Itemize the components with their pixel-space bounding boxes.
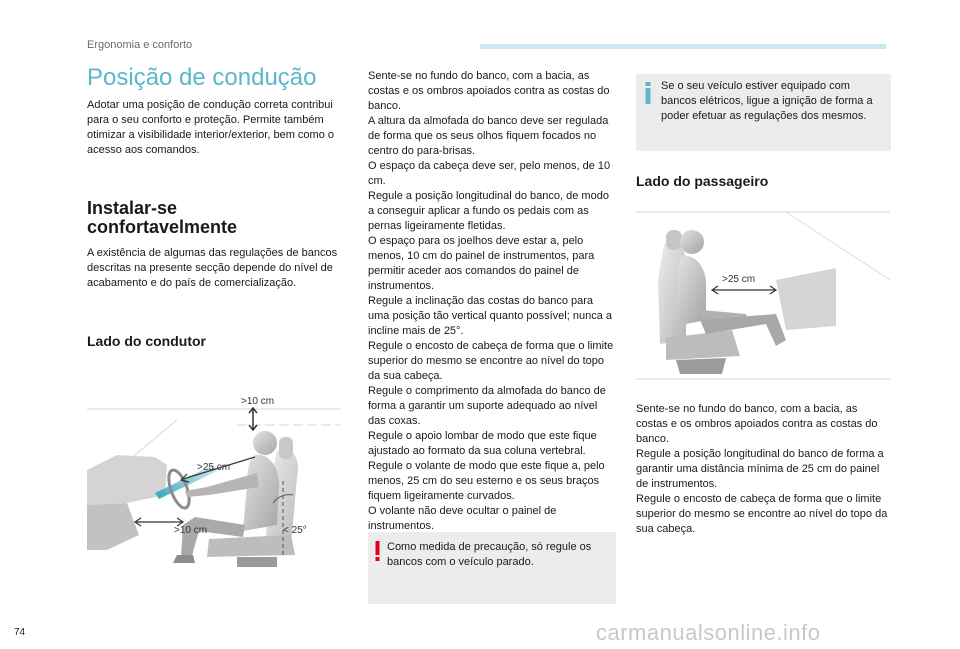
driver-instruction: Regule o apoio lombar de modo que este fique ajustado ao formato da sua coluna vertebral. (368, 430, 597, 457)
availability-paragraph: A existência de algumas das regulações de bancos descritas na presente secção depende do nível de acabamento e do país de comercialização. (87, 247, 338, 289)
driver-instruction: O volante não deve ocultar o painel de instrumentos. (368, 505, 557, 532)
driver-label-knee: >10 cm (174, 525, 208, 536)
driver-instruction: Regule o encosto de cabeça de forma que o limite superior do mesmo se encontre ao nível do topo da sua cabeça. (368, 340, 614, 382)
driver-instruction: Regule a inclinação das costas do banco para uma posição tão vertical quanto possível; nunca a incline mais de 25°. (368, 295, 612, 337)
driver-seating-illustration (87, 385, 341, 580)
passenger-instruction: Regule o encosto de cabeça de forma que o limite superior do mesmo se encontre ao nível do topo da sua cabeça. (636, 493, 888, 535)
settle-heading (87, 199, 347, 237)
warning-box (368, 532, 616, 604)
driver-label-angle: < 25° (283, 525, 307, 536)
info-text: Se o seu veículo estiver equipado com bancos elétricos, ligue a ignição de forma a poder efetuar as regulações dos mesmos. (661, 80, 873, 122)
info-icon (645, 82, 651, 104)
page-number: 74 (14, 627, 26, 638)
driver-instruction: Regule o comprimento da almofada do banco de forma a garantir um suporte adequado ao nível das coxas. (368, 385, 606, 427)
driver-instruction: Regule o volante de modo que este fique a, pelo menos, 25 cm do seu esterno e os seus braços fiquem ligeiramente curvados. (368, 460, 605, 502)
watermark: carmanualsonline.info (596, 620, 821, 645)
driver-instructions (368, 69, 616, 534)
passenger-instructions (636, 402, 891, 537)
driver-heading: Lado do condutor (87, 333, 206, 349)
info-box (636, 74, 891, 151)
section-label: Ergonomia e conforto (87, 39, 193, 51)
driver-instruction: O espaço para os joelhos deve estar a, pelo menos, 10 cm do painel de instrumentos, para permitir aceder aos comandos do painel de instrumentos. (368, 235, 595, 292)
passenger-label-dash: >25 cm (722, 274, 756, 285)
passenger-heading: Lado do passageiro (636, 173, 769, 189)
page-title: Posição de condução (87, 64, 317, 91)
warning-icon (375, 541, 380, 561)
passenger-instruction: Regule a posição longitudinal do banco de forma a garantir uma distância mínima de 25 cm do painel de instrumentos. (636, 448, 884, 490)
driver-label-head: >10 cm (241, 396, 275, 407)
passenger-seating-illustration (636, 210, 890, 380)
settle-heading-line2: confortavelmente (87, 217, 238, 237)
driver-instruction: O espaço da cabeça deve ser, pelo menos, de 10 cm. (368, 160, 611, 187)
driver-instruction: A altura da almofada do banco deve ser regulada de forma que os seus olhos fiquem focados no centro do para-brisas. (368, 115, 609, 157)
intro-paragraph: Adotar uma posição de condução correta contribui para o seu conforto e proteção. Permite também otimizar a visibilidade interior/exterior, bem como o acesso aos comandos. (87, 99, 334, 156)
driver-label-wheel: >25 cm (197, 462, 231, 473)
section-bar (480, 44, 886, 49)
settle-heading-line1: Instalar-se (87, 198, 178, 218)
passenger-instruction: Sente-se no fundo do banco, com a bacia, as costas e os ombros apoiados contra as costas do banco. (636, 403, 878, 445)
warning-text: Como medida de precaução, só regule os bancos com o veículo parado. (387, 541, 592, 568)
driver-instruction: Sente-se no fundo do banco, com a bacia, as costas e os ombros apoiados contra as costas do banco. (368, 70, 610, 112)
driver-instruction: Regule a posição longitudinal do banco, de modo a conseguir aplicar a fundo os pedais com as pernas ligeiramente fletidas. (368, 190, 609, 232)
